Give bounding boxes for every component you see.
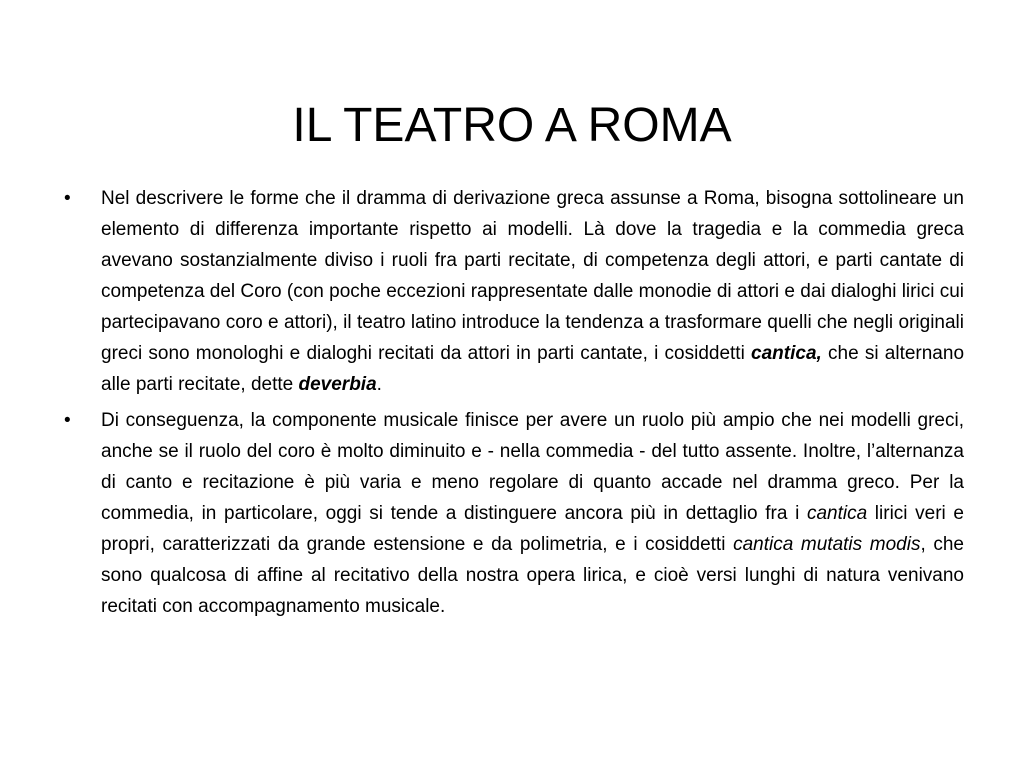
bullet-marker: • (64, 410, 71, 431)
term-deverbia: deverbia (298, 374, 377, 395)
bullet-item-2 (64, 405, 964, 622)
bullet-text-segment: che si alternano alle parti recitate, dette (101, 343, 965, 395)
bullet-text-segment: lirici veri e propri, caratterizzati da grande estensione e da polimetria, e i cosiddetti (101, 503, 964, 555)
bullet-text-segment: Nel descrivere le forme che il dramma di derivazione greca assunse a Roma, bisogna sottolineare un elemento di differenza importante rispetto ai modelli. Là dove la tragedia e la commedia greca avevano sostanzialmente diviso i ruoli fra parti recitate, di competenza degli attori, e parti cantate di competenza del Coro (con poche eccezioni rappresentate dalle monodie di attori e dai dialoghi lirici cui partecipavano coro e attori), il teatro latino introduce la tendenza a trasformare quelli che negli originali greci sono monologhi e dialoghi recitati da attori in parti cantate, i cosiddetti (101, 188, 964, 364)
bullet-marker: • (64, 188, 71, 209)
bullet-text-segment: Di conseguenza, la componente musicale finisce per avere un ruolo più ampio che nei modelli greci, anche se il ruolo del coro è molto diminuito e - nella commedia - del tutto assente. Inoltre, l’alternanza di canto e recitazione è più varia e meno regolare di quanto accade nel dramma greco. Per la commedia, in particolare, oggi si tende a distinguere ancora più in dettaglio fra i (101, 410, 964, 524)
term-cantica-mutatis-modis: cantica mutatis modis (733, 534, 921, 555)
bullet-list (64, 183, 964, 627)
term-cantica: cantica, (751, 343, 822, 364)
bullet-item-1 (64, 183, 964, 400)
term-cantica: cantica (806, 503, 868, 524)
bullet-text-segment: , che sono qualcosa di affine al recitativo della nostra opera lirica, e cioè versi lunghi di natura venivano recitati con accompagnamento musicale. (101, 534, 964, 617)
slide-title: IL TEATRO A ROMA (292, 99, 732, 153)
bullet-text (101, 405, 964, 622)
bullet-text (101, 183, 964, 400)
bullet-text-segment: . (376, 374, 382, 395)
